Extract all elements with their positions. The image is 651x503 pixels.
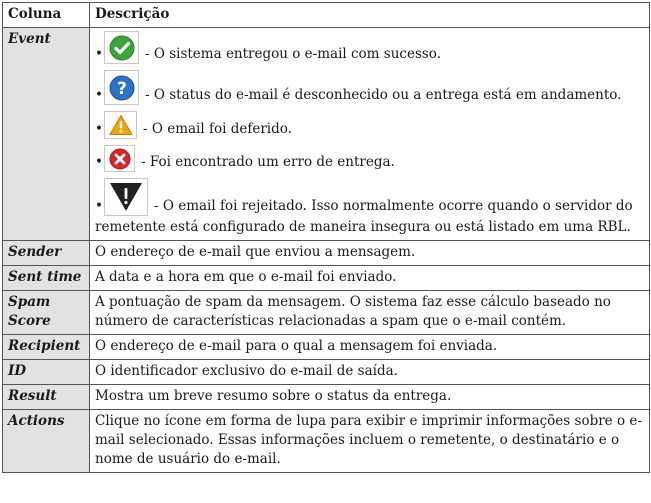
error-icon <box>104 145 135 172</box>
event-item-deferred <box>95 111 644 139</box>
event-icon-list <box>95 30 644 237</box>
event-item-success <box>95 31 644 64</box>
event-text-rejected: - O email foi rejeitado. Isso normalmente ocorre quando o servidor do <box>154 198 633 214</box>
table-row-id <box>3 360 650 385</box>
header-description: Descrição <box>90 3 650 28</box>
event-text-deferred: - O email foi deferido. <box>143 121 292 137</box>
row-desc-actions: Clique no ícone em forma de lupa para exibir e imprimir informações sobre o e-mail selecionado. Essas informações incluem o remetente, o destinatário e o nome de usuário do e-mail. <box>90 410 650 473</box>
table-row-actions <box>3 410 650 473</box>
bullet: • <box>95 46 103 62</box>
row-key-recipient: Recipient <box>3 335 90 360</box>
row-desc-sent-time: A data e a hora em que o e-mail foi enviado. <box>90 266 650 291</box>
event-item-rejected <box>95 178 644 216</box>
table-row-spam-score <box>3 291 650 335</box>
table-row-result <box>3 385 650 410</box>
bullet: • <box>95 121 103 137</box>
event-text-success: - O sistema entregou o e-mail com sucesso. <box>145 46 441 62</box>
row-desc-recipient: O endereço de e-mail para o qual a mensagem foi enviada. <box>90 335 650 360</box>
row-key-id: ID <box>3 360 90 385</box>
header-column: Coluna <box>3 3 90 28</box>
bullet: • <box>95 198 103 214</box>
event-columns-table <box>2 2 650 473</box>
event-item-unknown <box>95 70 644 105</box>
row-key-sender: Sender <box>3 241 90 266</box>
table-row-sent-time <box>3 266 650 291</box>
row-desc-spam-score: A pontuação de spam da mensagem. O sistema faz esse cálculo baseado no número de características relacionadas a spam que o e-mail contém. <box>90 291 650 335</box>
row-key-result: Result <box>3 385 90 410</box>
row-key-actions: Actions <box>3 410 90 473</box>
row-key-event: Event <box>3 28 90 241</box>
bullet: • <box>95 87 103 103</box>
row-key-spam-score: Spam Score <box>3 291 90 335</box>
reject-icon <box>104 178 148 216</box>
event-text-error: - Foi encontrado um erro de entrega. <box>141 154 395 170</box>
table-row-sender <box>3 241 650 266</box>
row-desc-result: Mostra um breve resumo sobre o status da entrega. <box>90 385 650 410</box>
event-text-unknown: - O status do e-mail é desconhecido ou a entrega está em andamento. <box>145 87 622 103</box>
row-desc-sender: O endereço de e-mail que enviou a mensagem. <box>90 241 650 266</box>
check-icon <box>104 31 139 64</box>
table-row-event <box>3 28 650 241</box>
table-header-row <box>3 3 650 28</box>
question-icon <box>104 70 139 105</box>
event-text-rejected-continued: remetente está configurado de maneira insegura ou está listado em uma RBL. <box>95 219 631 235</box>
event-item-error <box>95 145 644 172</box>
svg-text:?: ? <box>116 78 127 99</box>
row-desc-id: O identificador exclusivo do e-mail de saída. <box>90 360 650 385</box>
table-row-recipient <box>3 335 650 360</box>
row-desc-event <box>90 28 650 241</box>
row-key-sent-time: Sent time <box>3 266 90 291</box>
warning-icon <box>104 111 137 139</box>
bullet: • <box>95 154 103 170</box>
